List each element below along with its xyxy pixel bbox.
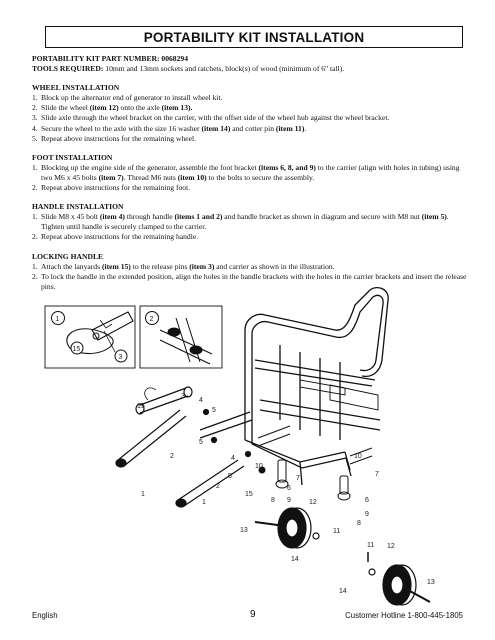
locking-heading: LOCKING HANDLE: [32, 251, 104, 261]
customer-hotline: Customer Hotline 1-800-445-1805: [345, 611, 463, 620]
svg-text:14: 14: [291, 556, 299, 563]
handle-bracket-detail: [160, 318, 212, 364]
locking-step-1: 1. Attach the lanyards (item 15) to the release pins (item 3) and carrier as shown in the illustration.: [32, 261, 335, 271]
svg-text:12: 12: [387, 543, 395, 550]
inset-2-number: 2: [149, 316, 154, 323]
svg-text:8: 8: [271, 497, 275, 504]
tools-text: 10mm and 13mm sockets and ratchets, block(s) of wood (minimum of 6" tall).: [105, 64, 345, 74]
svg-text:6: 6: [365, 497, 369, 504]
svg-text:11: 11: [333, 528, 341, 535]
svg-text:5: 5: [212, 407, 216, 414]
wheel-step-1: 1. Block up the alternator end of generator to install wheel kit.: [32, 93, 223, 103]
wheel-step-4: 4. Secure the wheel to the axle with the size 16 washer (item 14) and cotter pin (item 11).: [32, 123, 307, 133]
foot-step-1: 1. Blocking up the engine side of the generator, assemble the foot bracket (items 6, 8, and 9) to the carrier (align with holes in tubing) using two M6 x 45 bolts (item 7). Thread M6 nuts (item 10) to the bolts to secure the assembly.: [32, 162, 460, 182]
foot-step-2: 2. Repeat above instructions for the remaining foot.: [32, 183, 191, 193]
footer-language: English: [32, 611, 58, 620]
inset-1-label-15: 15: [72, 346, 81, 353]
svg-text:2: 2: [170, 453, 174, 460]
handle-step-1: 1. Slide M8 x 45 bolt (item 4) through handle (items 1 and 2) and handle bracket as shown in diagram and secure with M8 nut (item 5). Tighten until handle is securely clamped to the carrier.: [32, 212, 449, 232]
svg-text:10: 10: [354, 453, 362, 460]
svg-text:2: 2: [216, 483, 220, 490]
foot-heading: FOOT INSTALLATION: [32, 152, 113, 162]
wheel-step-3: 3. Slide axle through the wheel bracket on the carrier, with the offset side of the wheel hub against the wheel bracket.: [32, 113, 390, 123]
carrier-frame: [245, 288, 388, 485]
part-number: PORTABILITY KIT PART NUMBER: 0068294: [32, 54, 188, 63]
inset-1-number: 1: [55, 316, 60, 323]
inset-1-label-3: 3: [118, 354, 123, 361]
callouts: [137, 393, 435, 595]
svg-text:9: 9: [287, 497, 291, 504]
svg-text:7: 7: [375, 471, 379, 478]
svg-text:8: 8: [357, 520, 361, 527]
wheel-right: [368, 552, 430, 605]
svg-text:5: 5: [228, 473, 232, 480]
svg-text:9: 9: [365, 511, 369, 518]
svg-text:13: 13: [240, 527, 248, 534]
page-number: 9: [250, 609, 256, 620]
wheel-step-2: 2. Slide the wheel (item 12) onto the axle (item 13).: [32, 103, 193, 113]
svg-text:15: 15: [137, 403, 145, 410]
svg-text:4: 4: [231, 455, 235, 462]
svg-text:5: 5: [199, 439, 203, 446]
svg-text:6: 6: [287, 485, 291, 492]
svg-text:7: 7: [296, 475, 300, 482]
tools-label: TOOLS REQUIRED:: [32, 64, 104, 74]
handle-heading: HANDLE INSTALLATION: [32, 202, 124, 212]
foot-bracket-parts: [258, 426, 372, 500]
svg-text:1: 1: [141, 491, 145, 498]
svg-text:11: 11: [367, 542, 375, 549]
svg-text:3: 3: [181, 393, 185, 400]
handle-step-2: 2. Repeat above instructions for the remaining handle.: [32, 232, 199, 242]
svg-text:15: 15: [245, 491, 253, 498]
svg-text:12: 12: [309, 499, 317, 506]
svg-text:10: 10: [255, 463, 263, 470]
svg-text:1: 1: [202, 499, 206, 506]
svg-text:14: 14: [339, 588, 347, 595]
locking-step-2: 2. To lock the handle in the extended position, align the holes in the handle brackets with the holes in the carrier brackets and insert the release pins.: [32, 271, 467, 291]
svg-text:13: 13: [427, 579, 435, 586]
page-title: PORTABILITY KIT INSTALLATION: [143, 29, 365, 45]
wheel-left: [255, 508, 319, 548]
wheel-step-5: 5. Repeat above instructions for the remaining wheel.: [32, 133, 196, 143]
svg-text:4: 4: [199, 397, 203, 404]
wheel-heading: WHEEL INSTALLATION: [32, 83, 120, 93]
